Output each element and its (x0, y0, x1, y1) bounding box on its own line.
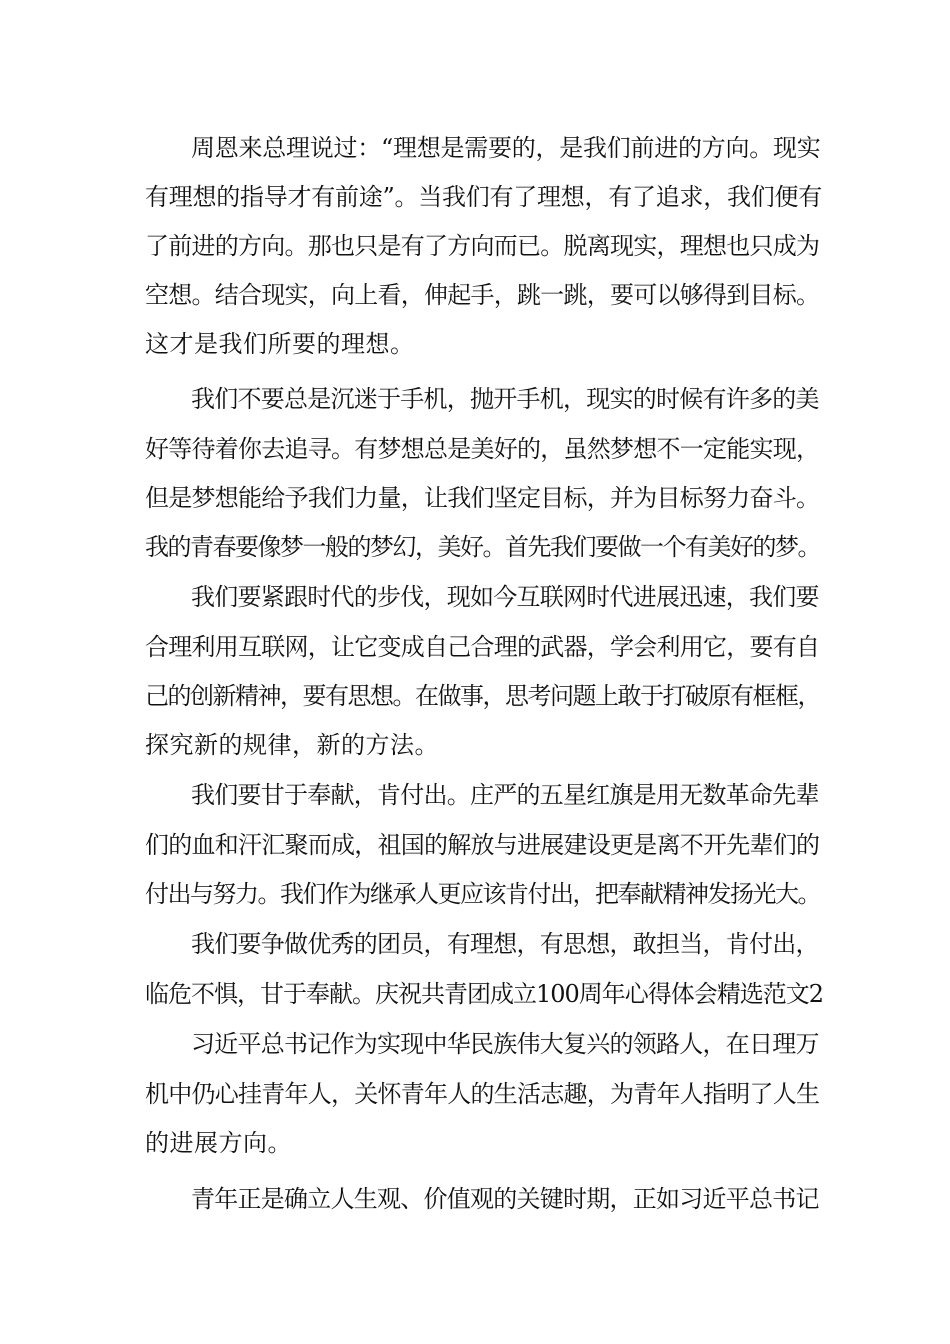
text-line-6: 我们不要总是沉迷于手机，抛开手机，现实的时候有许多的美 (191, 385, 819, 413)
text-line-12: 己的创新精神，要有思想。在做事，思考问题上敢于打破原有框框， (145, 682, 820, 710)
text-line-5: 这才是我们所要的理想。 (145, 330, 415, 358)
text-line-11: 合理利用互联网，让它变成自己合理的武器，学会利用它，要有自 (145, 633, 820, 661)
text-line-19: 习近平总书记作为实现中华民族伟大复兴的领路人，在日理万 (191, 1030, 819, 1058)
text-line-15: 们的血和汗汇聚而成，祖国的解放与进展建设更是离不开先辈们的 (145, 831, 820, 859)
text-line-9: 我的青春要像梦一般的梦幻，美好。首先我们要做一个有美好的梦。 (145, 533, 820, 561)
text-line-22: 青年正是确立人生观、价值观的关键时期，正如习近平总书记 (191, 1185, 819, 1213)
text-line-1: 周恩来总理说过：“理想是需要的，是我们前进的方向。现实 (191, 134, 821, 162)
text-line-21: 的进展方向。 (145, 1129, 292, 1157)
text-line-8: 但是梦想能给予我们力量，让我们坚定目标，并为目标努力奋斗。 (145, 484, 820, 512)
text-line-16: 付出与努力。我们作为继承人更应该肯付出，把奉献精神发扬光大。 (145, 880, 820, 908)
text-line-7: 好等待着你去追寻。有梦想总是美好的，虽然梦想不一定能实现， (145, 435, 820, 463)
text-line-2: 有理想的指导才有前途”。当我们有了理想，有了追求，我们便有 (145, 183, 823, 211)
text-line-3: 了前进的方向。那也只是有了方向而已。脱离现实，理想也只成为 (145, 232, 820, 260)
text-line-4: 空想。结合现实，向上看，伸起手，跳一跳，要可以够得到目标。 (145, 281, 820, 309)
text-line-14: 我们要甘于奉献，肯付出。庄严的五星红旗是用无数革命先辈 (191, 781, 819, 809)
text-line-13: 探究新的规律，新的方法。 (145, 731, 439, 759)
text-line-17: 我们要争做优秀的团员，有理想，有思想，敢担当，肯付出， (191, 930, 819, 958)
text-line-18: 临危不惧，甘于奉献。庆祝共青团成立100周年心得体会精选范文2 (145, 980, 824, 1008)
text-line-20: 机中仍心挂青年人，关怀青年人的生活志趣，为青年人指明了人生 (145, 1080, 820, 1108)
text-line-10: 我们要紧跟时代的步伐，现如今互联网时代进展迅速，我们要 (191, 583, 819, 611)
